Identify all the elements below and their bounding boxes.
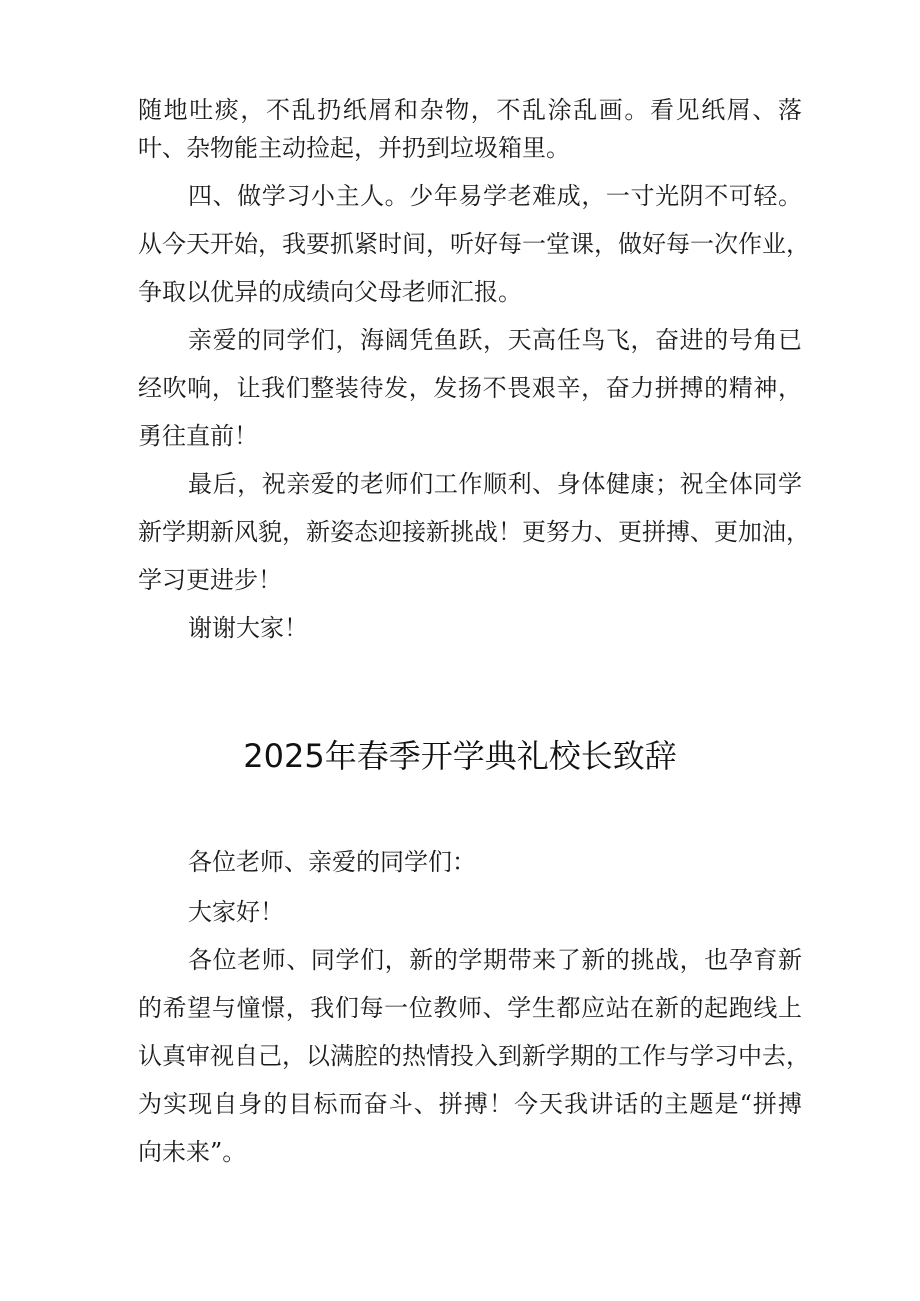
text-line: 为实现自身的目标而奋斗、拼搏！今天我讲话的主题是“拼搏 <box>138 1090 802 1118</box>
speech-title: 2025年春季开学典礼校长致辞 <box>243 737 677 775</box>
text-line: 叶、杂物能主动捡起，并扔到垃圾箱里。 <box>138 134 570 162</box>
greeting: 大家好！ <box>188 898 284 926</box>
text-line: 的希望与憧憬，我们每一位教师、学生都应站在新的起跑线上 <box>138 994 802 1022</box>
text-line: 最后，祝亲爱的老师们工作顺利、身体健康；祝全体同学 <box>188 470 802 498</box>
text-line: 四、做学习小主人。少年易学老难成，一寸光阴不可轻。 <box>188 182 802 210</box>
salutation: 各位老师、亲爱的同学们： <box>188 848 476 876</box>
text-line: 谢谢大家！ <box>188 614 308 642</box>
text-line: 勇往直前！ <box>138 422 258 450</box>
text-line: 新学期新风貌，新姿态迎接新挑战！更努力、更拼搏、更加油， <box>138 518 810 546</box>
text-line: 争取以优异的成绩向父母老师汇报。 <box>138 278 522 306</box>
text-line: 认真审视自己，以满腔的热情投入到新学期的工作与学习中去， <box>138 1042 810 1070</box>
text-line: 学习更进步！ <box>138 566 282 594</box>
text-line: 向未来”。 <box>138 1138 247 1166</box>
text-line: 各位老师、同学们，新的学期带来了新的挑战，也孕育新 <box>188 946 802 974</box>
text-line: 亲爱的同学们，海阔凭鱼跃，天高任鸟飞，奋进的号角已 <box>188 326 802 354</box>
text-line: 从今天开始，我要抓紧时间，听好每一堂课，做好每一次作业， <box>138 230 810 258</box>
text-line: 经吹响，让我们整装待发，发扬不畏艰辛，奋力拼搏的精神， <box>138 374 802 402</box>
text-line: 随地吐痰，不乱扔纸屑和杂物，不乱涂乱画。看见纸屑、落 <box>138 96 802 124</box>
